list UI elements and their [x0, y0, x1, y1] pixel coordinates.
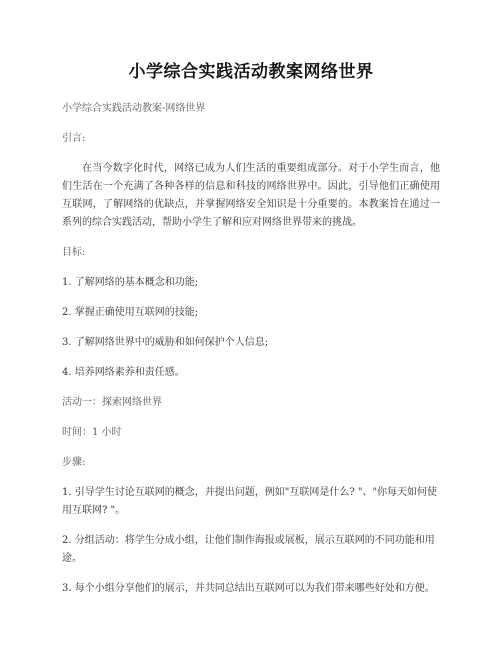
- section-heading-goals: 目标:: [62, 247, 86, 258]
- step-item-1: 1. 引导学生讨论互联网的概念，并提出问题，例如"互联网是什么? "、"你每天如何使用互联网? "。: [62, 487, 438, 516]
- steps-heading: 步骤:: [62, 457, 86, 468]
- intro-paragraph: 在当今数字化时代，网络已成为人们生活的重要组成部分。对于小学生而言，他们生活在一个充满了各种各样的信息和科技的网络世界中。因此，引导他们正确使用互联网，了解网络的优缺点，并掌握网络安全知识是十分重要的。本教案旨在通过一系列的综合实践活动，帮助小学生了解和应对网络世界带来的挑战。: [62, 163, 440, 228]
- activity-time: 时间：1 小时: [62, 427, 122, 438]
- goal-item-3: 3. 了解网络世界中的威胁和如何保护个人信息;: [62, 337, 269, 348]
- goal-item-2: 2. 掌握正确使用互联网的技能;: [62, 307, 199, 318]
- step-item-3: 3. 每个小组分享他们的展示，并共同总结出互联网可以为我们带来哪些好处和方便。: [62, 583, 435, 594]
- goal-item-1: 1. 了解网络的基本概念和功能;: [62, 277, 199, 288]
- section-heading-intro: 引言:: [62, 133, 86, 144]
- step-item-2: 2. 分组活动：将学生分成小组，让他们制作海报或展板，展示互联网的不同功能和用途。: [62, 535, 435, 564]
- activity-heading: 活动一：探索网络世界: [62, 397, 162, 408]
- goal-item-4: 4. 培养网络素养和责任感。: [62, 367, 185, 378]
- subtitle-line: 小学综合实践活动教案-网络世界: [62, 103, 206, 114]
- document-body: [62, 100, 440, 598]
- document-title: 小学综合实践活动教案网络世界: [128, 62, 374, 82]
